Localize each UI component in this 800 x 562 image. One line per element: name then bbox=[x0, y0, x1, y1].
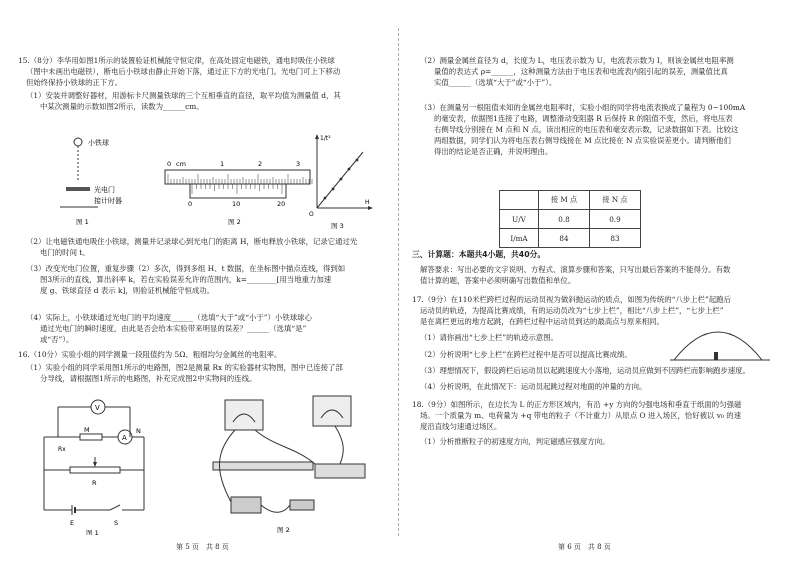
table-row bbox=[500, 229, 641, 248]
rheostat-photo-icon bbox=[315, 464, 365, 478]
q16-p3-line-5: 得出的结论是否正确，并说明理由。 bbox=[434, 147, 553, 156]
q16-p1-line-2: 分导线，请根据图1所示的电路图，补充完成图2中实物间的连线。 bbox=[40, 374, 257, 383]
q18-line-1: 18.（9分）如图所示，在边长为 L 的正方形区域内，有沿 +y 方向的匀强电场和垂直于纸面的匀强磁 bbox=[412, 400, 742, 409]
footer-page-6: 第 6 页 共 8 页 bbox=[558, 543, 611, 551]
footer-page-5: 第 5 页 共 8 页 bbox=[176, 543, 229, 551]
q16-p3-line-3: 右侧导线分别接在 M 点和 N 点，读出相应的电压表和毫安表示数，记录数据如下表。比较这 bbox=[434, 125, 739, 134]
table-cell: 0.9 bbox=[590, 210, 641, 229]
q18-p1: （1）分析推断粒子的初速度方向，判定磁感应强度方向。 bbox=[420, 437, 610, 446]
table-cell: U/V bbox=[500, 210, 539, 229]
sec3-line-2: 值计算的题，答案中必须明确写出数值和单位。 bbox=[420, 276, 576, 285]
q15-p3-line-2: 图3所示的直线，算出斜率 k，若在实验误差允许的范围内，k=________[用当地重力加速 bbox=[40, 275, 332, 284]
circuit-a: A bbox=[122, 434, 127, 442]
q17-line-1: 17.（9分）在110米栏跨栏过程的运动员视为做斜抛运动的质点，如图为传统的“八步上栏”起跑后 bbox=[412, 295, 731, 304]
fig1-gate-label: 光电门 bbox=[94, 186, 115, 194]
q16-p3-line-4: 两组数据，同学们认为将电压表右侧导线接在 M 点比接在 N 点实验误差更小。请判断他们 bbox=[434, 136, 731, 145]
wire-board-icon bbox=[213, 462, 313, 470]
q16-p2-line-1: （2）测量金属丝直径为 d，长度为 L，电压表示数为 U，电流表示数为 I，则该金属丝电阻率测 bbox=[420, 56, 734, 65]
fig1-ball-label: 小铁球 bbox=[88, 139, 109, 147]
steel-ball-icon bbox=[74, 138, 82, 146]
q18-line-3: 度沿直线匀速通过场区。 bbox=[420, 422, 502, 431]
q18-line-2: 场。一个质量为 m、电荷量为 +q 带电的粒子（不计重力）从原点 O 进入场区，恰好被以 v₀ 的速 bbox=[420, 411, 742, 420]
hurdle-icon bbox=[714, 352, 718, 360]
q15-line-2: （图中未画出电磁铁），断电后小铁球由静止开始下落，通过正下方的光电门。光电门可上下移动 bbox=[26, 67, 341, 76]
q16-p3-line-1: （3）在测量另一根阻值未知的金属丝电阻率时，实验小组的同学将电流表换成了量程为 0~100mA bbox=[420, 103, 746, 112]
circuit-rx: Rx bbox=[58, 446, 66, 453]
q15-p3-line-1: （3）改变光电门位置，重复步骤（2）多次，得到多组 H、t 数据，在坐标图中描点连线，得到如 bbox=[26, 264, 346, 273]
q15-p1-line-1: （1）安装并调整好器材，用游标卡尺测量铁球的三个互相垂直的直径，取平均值为测量值 d，其 bbox=[26, 91, 341, 100]
q16-p2-line-3: 实值______（选填“大于”或“小于”）。 bbox=[434, 78, 557, 87]
rheostat-icon bbox=[70, 467, 120, 473]
fig1-timer-label: 接计时器 bbox=[94, 197, 122, 205]
q17-p2-line-1: （2）分析说明“七步上栏”在跨栏过程中是否可以提高比赛成绩。 bbox=[420, 350, 632, 359]
q17-line-3: 是在离栏更远的地方起跳，在跨栏过程中运动员到达的最高点与原来相同。 bbox=[420, 317, 664, 326]
hurdle-trajectory bbox=[670, 322, 770, 364]
voltmeter-photo-icon bbox=[225, 400, 263, 430]
circuit-s: S bbox=[114, 519, 119, 527]
fig3-x-label: H bbox=[365, 199, 370, 206]
circuit-caption: 图 1 bbox=[86, 529, 99, 535]
fig2-vtick-20: 20 bbox=[277, 200, 286, 208]
section-3-title: 三、计算题：本题共4小题，共40分。 bbox=[412, 250, 546, 259]
q15-p1-line-2: 中某次测量的示数如图2所示，读数为______cm。 bbox=[40, 102, 204, 111]
battery-photo-icon bbox=[231, 497, 261, 513]
fig2-tick-1: 1 bbox=[220, 160, 225, 168]
q15-p4-line-3: 或“否”）。 bbox=[40, 335, 74, 344]
fig2-tick-2: 2 bbox=[258, 160, 263, 168]
table-cell: I/mA bbox=[500, 229, 539, 248]
table-row bbox=[500, 210, 641, 229]
fig3-caption: 图 3 bbox=[331, 222, 344, 230]
q17-p2-line-3: （4）分析说明，在此情况下：运动员起跳过程对地面的冲量的方向。 bbox=[420, 382, 647, 391]
q15-p3-line-3: 度 g、铁球直径 d 表示 k]，则验证机械能守恒成功。 bbox=[40, 286, 215, 295]
photo-caption: 图 2 bbox=[277, 526, 290, 534]
q16-line-1: 16.（10分）实验小组的同学测量一段阻值约为 5Ω、粗细均匀金属丝的电阻率。 bbox=[18, 350, 282, 359]
q17-p1: （1）请你画出“七步上栏”的轨迹示意图。 bbox=[420, 333, 558, 342]
fig3-graph bbox=[305, 130, 375, 232]
circuit-v: V bbox=[95, 404, 100, 412]
photogate-icon bbox=[66, 187, 90, 191]
table-cell: 84 bbox=[539, 229, 590, 248]
page-6 bbox=[402, 0, 792, 562]
circuit-diagram bbox=[40, 395, 150, 535]
fig2-tick-0: 0 bbox=[167, 160, 172, 168]
q16-p1-line-1: （1）实验小组的同学采用图1所示的电路图，图2是测量 Rx 的实验器材实物图，图中已连接了部 bbox=[26, 363, 343, 372]
q16-p3-line-2: 的毫安表，依据图1连接了电路，调整滑动变阻器 R 后保持 R 的阻值不变，然后，将电压表 bbox=[434, 114, 733, 123]
q16-p2-line-2: 量值的表达式 ρ=______，这种测量方法由于电压表和电流表内阻引起的误差，测量值比真 bbox=[434, 67, 728, 76]
fig2-vtick-10: 10 bbox=[232, 200, 241, 208]
q17-p2-line-2: （3）理想情况下，假设跨栏后运动员以起跳速度大小落地，运动员应做到不因跨栏而影响跑步速度。 bbox=[420, 366, 750, 375]
data-table bbox=[499, 190, 641, 248]
fig2-tick-3: 3 bbox=[296, 160, 301, 168]
rx-resistor-icon bbox=[80, 434, 102, 440]
switch-icon bbox=[110, 505, 120, 510]
fig2-vtick-0: 0 bbox=[188, 200, 193, 208]
circuit-n: N bbox=[136, 427, 141, 435]
fig1-apparatus bbox=[58, 132, 168, 232]
table-header-row bbox=[500, 191, 641, 210]
q15-p4-line-2: 通过光电门的瞬时速度，由此是否会给本实验带来明显的误差？______（选填“是” bbox=[40, 324, 307, 333]
fig3-y-label: 1/t² bbox=[320, 135, 331, 142]
table-header-n: 接 N 点 bbox=[590, 191, 641, 210]
fig2-caption: 图 2 bbox=[228, 218, 241, 226]
q15-p2-line-2: 电门的时间 t。 bbox=[40, 248, 90, 257]
table-header-m: 接 M 点 bbox=[539, 191, 590, 210]
table-cell: 83 bbox=[590, 229, 641, 248]
column-divider bbox=[398, 28, 400, 536]
q15-p2-line-1: （2）让电磁铁通电吸住小铁球，测量并记录球心到光电门的距离 H，断电释放小铁球，记录它通过光 bbox=[26, 237, 358, 246]
fig3-origin: O bbox=[309, 211, 314, 218]
table-header-empty bbox=[500, 191, 539, 210]
q17-line-2: 运动员的轨迹，为提高比赛成绩，有的运动员改为“七步上栏”，相比“八步上栏”，“七步上栏” bbox=[420, 306, 724, 315]
q15-line-3: 但始终保持小铁球的正下方。 bbox=[26, 78, 123, 87]
circuit-e: E bbox=[70, 519, 75, 527]
fig2-vernier bbox=[160, 156, 315, 232]
sec3-line-1: 解答要求：写出必要的文字说明、方程式、演算步骤和答案，只写出最后答案的不能得分。有数 bbox=[420, 265, 731, 274]
page-5 bbox=[0, 0, 390, 562]
ammeter-photo-icon bbox=[313, 396, 351, 426]
table-cell: 0.8 bbox=[539, 210, 590, 229]
fig1-caption: 图 1 bbox=[76, 218, 89, 226]
fig2-tick-unit: cm bbox=[176, 160, 186, 168]
apparatus-photo bbox=[195, 392, 375, 537]
switch-photo-icon bbox=[290, 500, 314, 510]
q15-p4-line-1: （4）实际上，小铁球通过光电门的平均速度______（选填“大于”或“小于”）小铁球球心 bbox=[26, 313, 312, 322]
circuit-m: M bbox=[84, 426, 90, 434]
q15-line-1: 15.（8分）李华用如图1所示的装置验证机械能守恒定律，在高处固定电磁铁，通电时吸住小铁球 bbox=[18, 56, 335, 65]
circuit-r: R bbox=[92, 479, 97, 487]
